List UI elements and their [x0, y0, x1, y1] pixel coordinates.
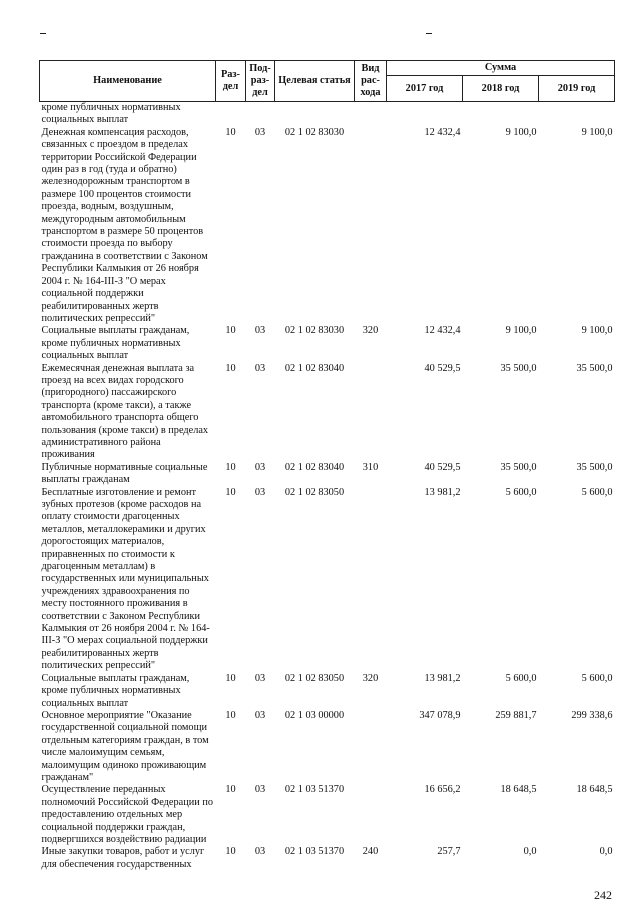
row-target: 02 1 03 51370 — [284, 846, 345, 858]
row-value-2019 — [539, 102, 615, 127]
row-value-2019: 35 500,0 — [576, 362, 613, 374]
row-name: Денежная компенсация расходов, связанных с проездом в пределах территории Российской Федерации один раз в год (туда и обратно) железнодорожным транспортом в размере 100 процентов стоимости проезда, водным, воздушным, междугородным автомобильным транспортом в размере 50 процентов стоимости проезда по выбору гражданина в соответствии с Законом Республики Калмыкия от 26 ноября 2004 г. № 164-III-З "О мерах социальной поддержки реабилитированных жертв политических репрессий" — [41, 126, 208, 324]
row-vid: 310 — [362, 461, 379, 473]
row-vid — [355, 102, 387, 127]
row-value-2017: 40 529,5 — [424, 362, 461, 374]
table-row — [40, 325, 615, 362]
row-razdel: 10 — [225, 709, 236, 721]
row-podrazdel: 03 — [254, 846, 266, 858]
row-name: кроме публичных нормативных социальных выплат — [41, 102, 181, 126]
header-summa: Сумма — [387, 61, 615, 76]
row-vid: 320 — [362, 325, 379, 337]
header-podrazdel: Под-раз-дел — [246, 61, 275, 102]
row-value-2018: 5 600,0 — [505, 486, 537, 498]
row-value-2019: 9 100,0 — [581, 325, 613, 337]
row-target: 02 1 03 00000 — [284, 709, 345, 721]
row-target: 02 1 02 83040 — [284, 362, 345, 374]
row-vid — [355, 363, 387, 462]
row-vid — [355, 127, 387, 326]
scan-mark-right — [426, 33, 432, 34]
row-target: 02 1 03 51370 — [284, 784, 345, 796]
row-name: Ежемесячная денежная выплата за проезд на всех видах городского (пригородного) пассажирского транспорта (кроме такси), а также автомобильного транспорта общего пользования (кроме такси) в пределах административного района проживания — [41, 362, 209, 461]
page-number: 242 — [594, 888, 612, 902]
row-razdel: 10 — [225, 126, 236, 138]
row-podrazdel: 03 — [254, 486, 266, 498]
header-year-2017: 2017 год — [387, 76, 463, 102]
row-value-2019: 5 600,0 — [581, 486, 613, 498]
row-value-2017: 12 432,4 — [424, 325, 461, 337]
row-value-2019: 35 500,0 — [576, 461, 613, 473]
row-razdel: 10 — [225, 461, 236, 473]
row-value-2018: 5 600,0 — [505, 672, 537, 684]
row-vid — [355, 710, 387, 784]
row-name: Социальные выплаты гражданам, кроме публичных нормативных социальных выплат — [41, 325, 190, 362]
table-body — [40, 102, 615, 872]
table-row — [40, 462, 615, 487]
table-row — [40, 710, 615, 784]
row-podrazdel: 03 — [254, 784, 266, 796]
row-name: Публичные нормативные социальные выплаты гражданам — [41, 461, 208, 486]
row-value-2017: 16 656,2 — [424, 784, 461, 796]
table-row — [40, 363, 615, 462]
row-podrazdel: 03 — [254, 461, 266, 473]
row-value-2018: 35 500,0 — [500, 362, 537, 374]
row-podrazdel: 03 — [254, 126, 266, 138]
row-value-2018: 18 648,5 — [500, 784, 537, 796]
row-value-2018: 259 881,7 — [495, 709, 537, 721]
row-target: 02 1 02 83050 — [284, 672, 345, 684]
row-razdel: 10 — [225, 325, 236, 337]
row-value-2019: 9 100,0 — [581, 126, 613, 138]
row-value-2018: 0,0 — [523, 846, 537, 858]
row-podrazdel: 03 — [254, 362, 266, 374]
row-vid: 240 — [362, 846, 379, 858]
row-target — [275, 102, 355, 127]
row-value-2017: 13 981,2 — [424, 672, 461, 684]
budget-table — [39, 60, 615, 871]
row-name: Основное мероприятие "Оказание государственной социальной помощи отдельным категориям граждан, в том числе малоимущим семьям, малоимущим одиноко проживающим гражданам" — [41, 709, 209, 783]
row-podrazdel — [246, 102, 275, 127]
row-vid — [355, 487, 387, 673]
header-year-2019: 2019 год — [539, 76, 615, 102]
row-vid: 320 — [362, 672, 379, 684]
row-name: Иные закупки товаров, работ и услуг для обеспечения государственных — [41, 846, 205, 870]
row-target: 02 1 02 83030 — [284, 126, 345, 138]
table-row — [40, 102, 615, 127]
row-name: Социальные выплаты гражданам, кроме публичных нормативных социальных выплат — [41, 672, 190, 709]
row-target: 02 1 02 83050 — [284, 486, 345, 498]
row-value-2018: 9 100,0 — [505, 325, 537, 337]
row-name: Бесплатные изготовление и ремонт зубных протезов (кроме расходов на оплату стоимости драгоценных металлов, металлокерамики и других дорогостоящих материалов, приравненных по стоимости к драгоценным металлам) в государственных или муниципальных учреждениях здравоохранения по месту постоянного проживания в соответствии с Законом Республики Калмыкия от 26 ноября 2004 г. № 164-III-З "О мерах социальной поддержки реабилитированных жертв политических репрессий" — [41, 486, 210, 672]
row-name: Осуществление переданных полномочий Российской Федерации по предоставлению отдельных мер социальной поддержки граждан, подвергшихся воздействию радиации — [41, 784, 213, 845]
table-row — [40, 673, 615, 710]
row-value-2019: 18 648,5 — [576, 784, 613, 796]
row-razdel: 10 — [225, 486, 236, 498]
row-target: 02 1 02 83030 — [284, 325, 345, 337]
header-vid: Вид рас-хода — [355, 61, 387, 102]
row-value-2017: 40 529,5 — [424, 461, 461, 473]
table-row — [40, 127, 615, 326]
row-podrazdel: 03 — [254, 709, 266, 721]
row-value-2018 — [463, 102, 539, 127]
row-value-2017: 347 078,9 — [419, 709, 461, 721]
row-value-2017 — [387, 102, 463, 127]
row-value-2019: 0,0 — [599, 846, 613, 858]
row-razdel — [216, 102, 246, 127]
row-razdel: 10 — [225, 362, 236, 374]
table-row — [40, 487, 615, 673]
row-value-2019: 299 338,6 — [571, 709, 613, 721]
row-value-2017: 13 981,2 — [424, 486, 461, 498]
table-header — [40, 61, 615, 102]
row-vid — [355, 784, 387, 846]
row-value-2019: 5 600,0 — [581, 672, 613, 684]
table-row — [40, 784, 615, 846]
header-razdel: Раз-дел — [216, 61, 246, 102]
row-razdel: 10 — [225, 672, 236, 684]
header-target: Целевая статья — [275, 61, 355, 102]
row-value-2018: 9 100,0 — [505, 126, 537, 138]
scan-mark-left — [40, 33, 46, 34]
row-value-2017: 12 432,4 — [424, 126, 461, 138]
row-value-2017: 257,7 — [437, 846, 461, 858]
table-row — [40, 846, 615, 871]
row-target: 02 1 02 83040 — [284, 461, 345, 473]
row-podrazdel: 03 — [254, 672, 266, 684]
row-podrazdel: 03 — [254, 325, 266, 337]
row-razdel: 10 — [225, 784, 236, 796]
header-name: Наименование — [40, 61, 216, 102]
row-razdel: 10 — [225, 846, 236, 858]
row-value-2018: 35 500,0 — [500, 461, 537, 473]
header-year-2018: 2018 год — [463, 76, 539, 102]
